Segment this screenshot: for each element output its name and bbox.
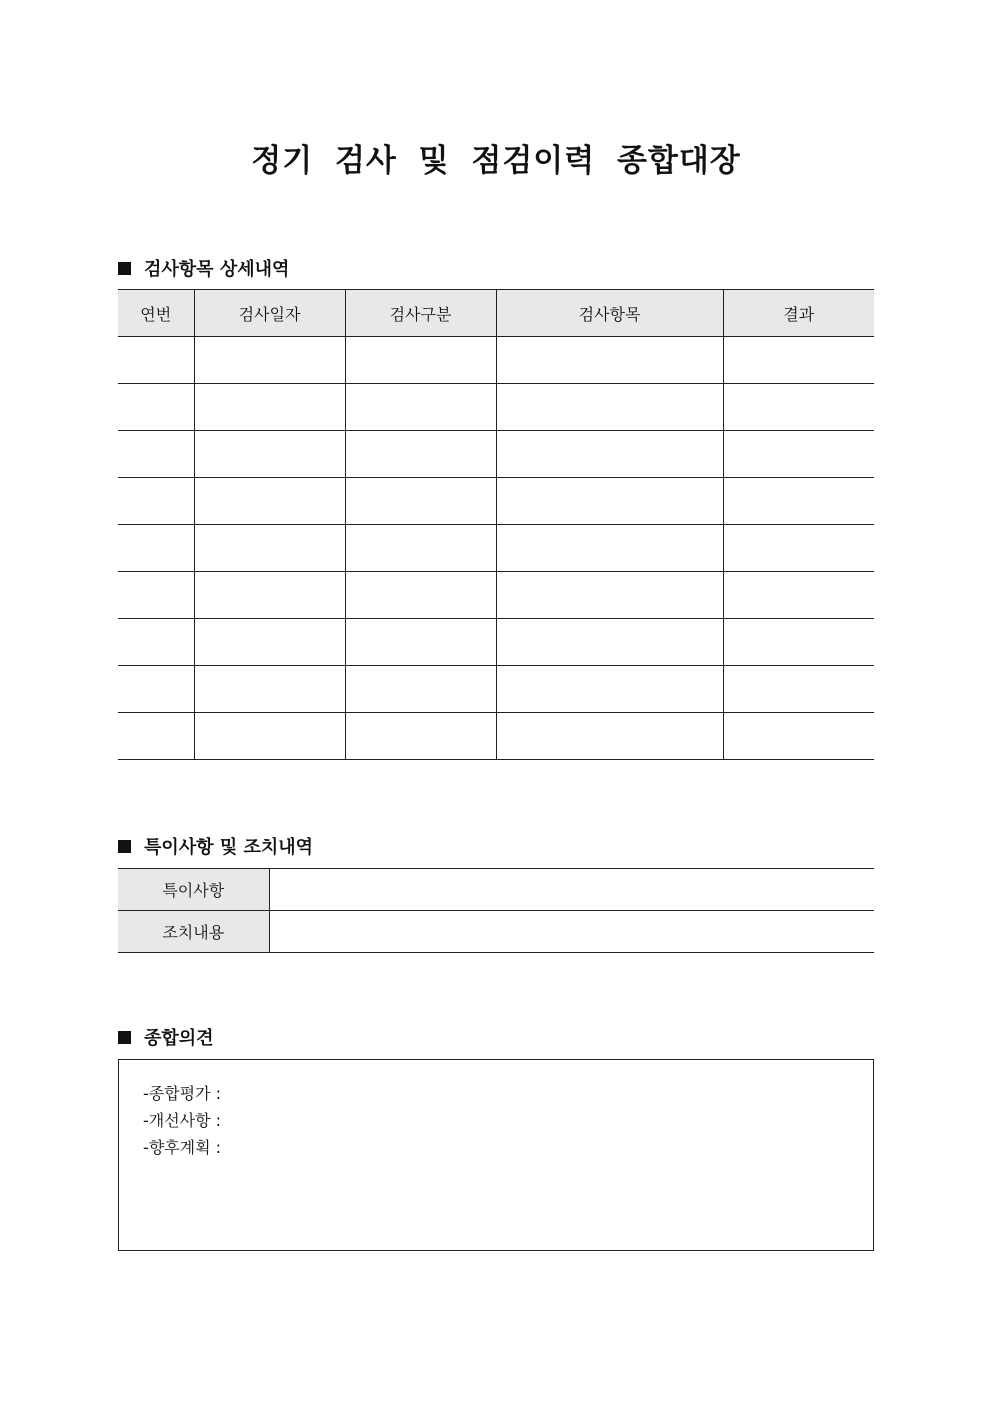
table-cell[interactable] xyxy=(723,525,874,572)
table-row xyxy=(118,619,874,666)
table-cell[interactable] xyxy=(118,525,194,572)
table-cell[interactable] xyxy=(723,431,874,478)
table-row xyxy=(118,478,874,525)
table-cell[interactable] xyxy=(496,337,723,384)
table-cell[interactable] xyxy=(723,572,874,619)
table-cell[interactable] xyxy=(345,384,496,431)
table-cell[interactable] xyxy=(496,666,723,713)
table-row xyxy=(118,869,874,911)
row-label-actions: 조치내용 xyxy=(118,911,269,953)
table-cell[interactable] xyxy=(345,713,496,760)
section-heading-label: 검사항목 상세내역 xyxy=(144,259,290,280)
table-cell[interactable] xyxy=(496,431,723,478)
table-cell[interactable] xyxy=(723,384,874,431)
table-cell[interactable] xyxy=(118,666,194,713)
table-row xyxy=(118,431,874,478)
table-cell[interactable] xyxy=(345,337,496,384)
opinion-line-future-plans: -향후계획 : xyxy=(143,1138,222,1157)
section-heading-label: 종합의견 xyxy=(144,1028,214,1049)
square-bullet-icon xyxy=(118,1031,131,1044)
table-cell[interactable] xyxy=(194,572,345,619)
table-cell[interactable] xyxy=(194,431,345,478)
table-cell[interactable] xyxy=(496,619,723,666)
table-cell[interactable] xyxy=(118,713,194,760)
table-cell[interactable] xyxy=(118,337,194,384)
remarks-value-cell[interactable] xyxy=(269,869,874,911)
table-cell[interactable] xyxy=(194,384,345,431)
section-heading-remarks-actions xyxy=(118,833,313,859)
table-cell[interactable] xyxy=(345,478,496,525)
remarks-actions-table xyxy=(118,868,874,953)
table-row xyxy=(118,666,874,713)
table-cell[interactable] xyxy=(723,619,874,666)
table-row xyxy=(118,337,874,384)
table-cell[interactable] xyxy=(194,713,345,760)
table-header-row xyxy=(118,290,874,337)
column-header-inspection-item: 검사항목 xyxy=(496,290,723,337)
table-row xyxy=(118,384,874,431)
square-bullet-icon xyxy=(118,262,131,275)
section-heading-inspection-details xyxy=(118,255,289,281)
table-cell[interactable] xyxy=(723,337,874,384)
square-bullet-icon xyxy=(118,840,131,853)
row-label-remarks: 특이사항 xyxy=(118,869,269,911)
table-cell[interactable] xyxy=(496,525,723,572)
table-cell[interactable] xyxy=(723,666,874,713)
table-cell[interactable] xyxy=(194,337,345,384)
table-row xyxy=(118,911,874,953)
table-cell[interactable] xyxy=(194,666,345,713)
table-cell[interactable] xyxy=(345,666,496,713)
section-heading-overall-opinion xyxy=(118,1024,214,1050)
table-cell[interactable] xyxy=(118,619,194,666)
table-row xyxy=(118,572,874,619)
table-cell[interactable] xyxy=(118,384,194,431)
table-cell[interactable] xyxy=(118,572,194,619)
opinion-line-improvements: -개선사항 : xyxy=(143,1111,222,1130)
table-cell[interactable] xyxy=(118,431,194,478)
table-cell[interactable] xyxy=(345,525,496,572)
opinion-line-overall-evaluation: -종합평가 : xyxy=(143,1084,222,1103)
column-header-serial-no: 연번 xyxy=(118,290,194,337)
table-cell[interactable] xyxy=(496,572,723,619)
table-cell[interactable] xyxy=(723,713,874,760)
table-cell[interactable] xyxy=(496,478,723,525)
table-cell[interactable] xyxy=(496,713,723,760)
inspection-details-table xyxy=(118,289,874,760)
actions-value-cell[interactable] xyxy=(269,911,874,953)
table-cell[interactable] xyxy=(345,431,496,478)
table-cell[interactable] xyxy=(194,525,345,572)
table-cell[interactable] xyxy=(723,478,874,525)
overall-opinion-box[interactable] xyxy=(118,1059,874,1251)
column-header-inspection-date: 검사일자 xyxy=(194,290,345,337)
table-cell[interactable] xyxy=(118,478,194,525)
table-row xyxy=(118,525,874,572)
section-heading-label: 특이사항 및 조치내역 xyxy=(144,837,314,858)
table-cell[interactable] xyxy=(496,384,723,431)
column-header-inspection-type: 검사구분 xyxy=(345,290,496,337)
table-cell[interactable] xyxy=(194,478,345,525)
table-row xyxy=(118,713,874,760)
table-cell[interactable] xyxy=(345,619,496,666)
page-title: 정기 검사 및 점검이력 종합대장 xyxy=(251,143,741,179)
table-cell[interactable] xyxy=(345,572,496,619)
column-header-result: 결과 xyxy=(723,290,874,337)
table-cell[interactable] xyxy=(194,619,345,666)
